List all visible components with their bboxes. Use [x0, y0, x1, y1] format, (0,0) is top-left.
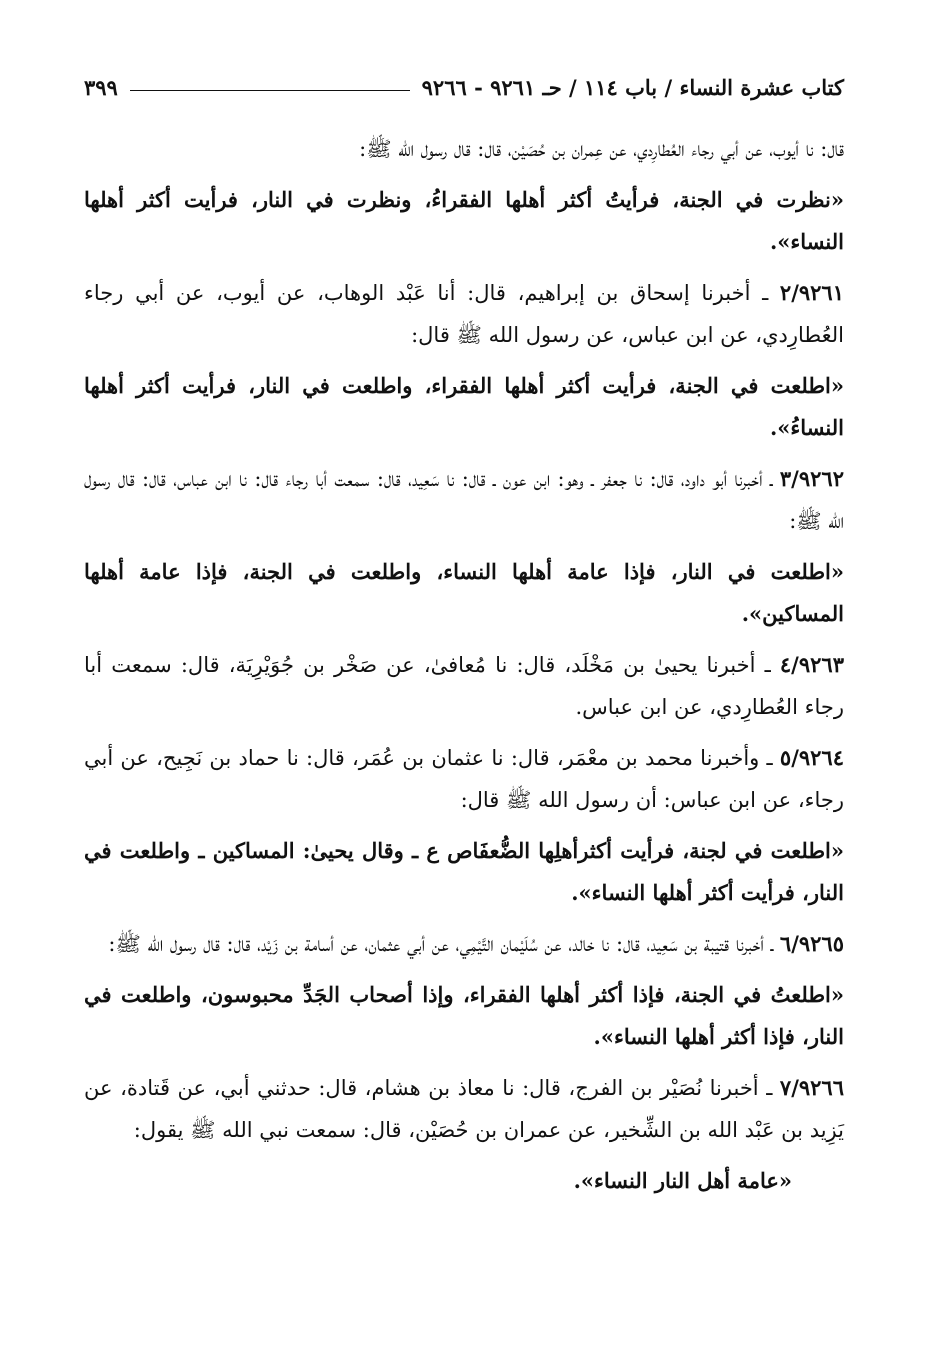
isnad-paragraph	[84, 737, 844, 821]
isnad-paragraph	[84, 644, 844, 728]
paragraph-text: «نظرت في الجنة، فرأيتُ أكثر أهلها الفقراءُ، ونظرت في النار، فرأيت أكثر أهلها النساء».	[84, 187, 844, 254]
paragraph-text: ـ أخبرنا يحيىٰ بن مَخْلَد، قال: نا مُعافىٰ، عن صَخْر بن جُوَيْرِيَة، قال: سمعت أبا رجاء العُطارِدي، عن ابن عباس.	[84, 653, 844, 719]
paragraph-text: «اطلعت في النار، فإذا عامة أهلها النساء، واطلعت في الجنة، فإذا عامة أهلها المساكين».	[84, 559, 844, 626]
page-number: ٣٩٩	[84, 74, 118, 100]
paragraph-text: ـ أخبرنا قتيبة بن سَعِيد، قال: نا خالد، عن سُلَيْمان التَّيْمِي، عن أبي عثمان، عن أسامة بن زَيْد، قال: قال رسول الله ﷺ:	[108, 932, 774, 956]
running-title: كتاب عشرة النساء / باب ١١٤ / حـ ٩٢٦١ - ٩٢٦٦	[421, 74, 844, 100]
matn-paragraph	[84, 179, 844, 263]
paragraph-text: «اطلعت في الجنة، فرأيت أكثر أهلها الفقراء، واطلعت في النار، فرأيت أكثر أهلها النساءُ».	[84, 373, 844, 440]
paragraph-text: «عامة أهل النار النساء».	[573, 1168, 792, 1193]
paragraph-text: قال: نا أيوب، عن أبي رجاء العُطارِدي، عن عِمران بن حُصَيْن، قال: قال رسول الله ﷺ:	[359, 137, 844, 161]
running-header	[84, 66, 844, 108]
hadith-number: ٧/٩٢٦٦	[779, 1075, 844, 1100]
matn-paragraph	[84, 1160, 844, 1202]
header-rule	[130, 90, 410, 91]
document-page	[84, 66, 844, 1202]
matn-paragraph	[84, 551, 844, 635]
paragraph-text: ـ أخبرنا نُصَيْر بن الفرج، قال: نا معاذ بن هشام، قال: حدثني أبي، عن قَتادة، عن يَزِيد بن عَبْد الله بن الشِّخير، عن عمران بن حُصَيْن، قال: سمعت نبي الله ﷺ يقول:	[84, 1076, 844, 1142]
matn-paragraph	[84, 974, 844, 1058]
hadith-number: ٣/٩٢٦٢	[779, 466, 844, 491]
isnad-paragraph	[84, 272, 844, 356]
paragraph-text: ـ أخبرنا إسحاق بن إبراهيم، قال: أنا عَبْد الوهاب، عن أيوب، عن أبي رجاء العُطارِدي، عن ابن عباس، عن رسول الله ﷺ قال:	[84, 281, 844, 347]
hadith-number: ٢/٩٢٦١	[779, 280, 844, 305]
paragraph-text: «اطلعت في لجنة، فرأيت أكثرأهلِها الضُّعفَاص ع ـ وقال يحيىٰ: المساكين ـ واطلعت في النار، فرأيت أكثر أهلها النساء».	[84, 838, 844, 905]
isnad-paragraph	[84, 923, 844, 965]
matn-paragraph	[84, 365, 844, 449]
isnad-paragraph	[84, 128, 844, 170]
paragraph-text: ـ أخبرنا أبو داود، قال: نا جعفر ـ وهو: ابن عون ـ قال: نا سَعِيد، قال: سمعت أبا رجاء قال: نا ابن عباس، قال: قال رسول الله ﷺ:	[84, 467, 844, 533]
hadith-number: ٦/٩٢٦٥	[779, 931, 844, 956]
isnad-paragraph	[84, 458, 844, 542]
paragraph-text: ـ وأخبرنا محمد بن معْمَر، قال: نا عثمان بن عُمَر، قال: نا حماد بن نَجِيح، عن أبي رجاء، عن ابن عباس: أن رسول الله ﷺ قال:	[84, 746, 844, 812]
isnad-paragraph	[84, 1067, 844, 1151]
hadith-text	[84, 128, 844, 1202]
paragraph-text: «اطلعتُ في الجنة، فإذا أكثر أهلها الفقراء، وإذا أصحاب الجَدِّ محبوسون، واطلعت في النار، فإذا أكثر أهلها النساء».	[84, 982, 844, 1049]
hadith-number: ٤/٩٢٦٣	[779, 652, 844, 677]
hadith-number: ٥/٩٢٦٤	[779, 745, 844, 770]
matn-paragraph	[84, 830, 844, 914]
